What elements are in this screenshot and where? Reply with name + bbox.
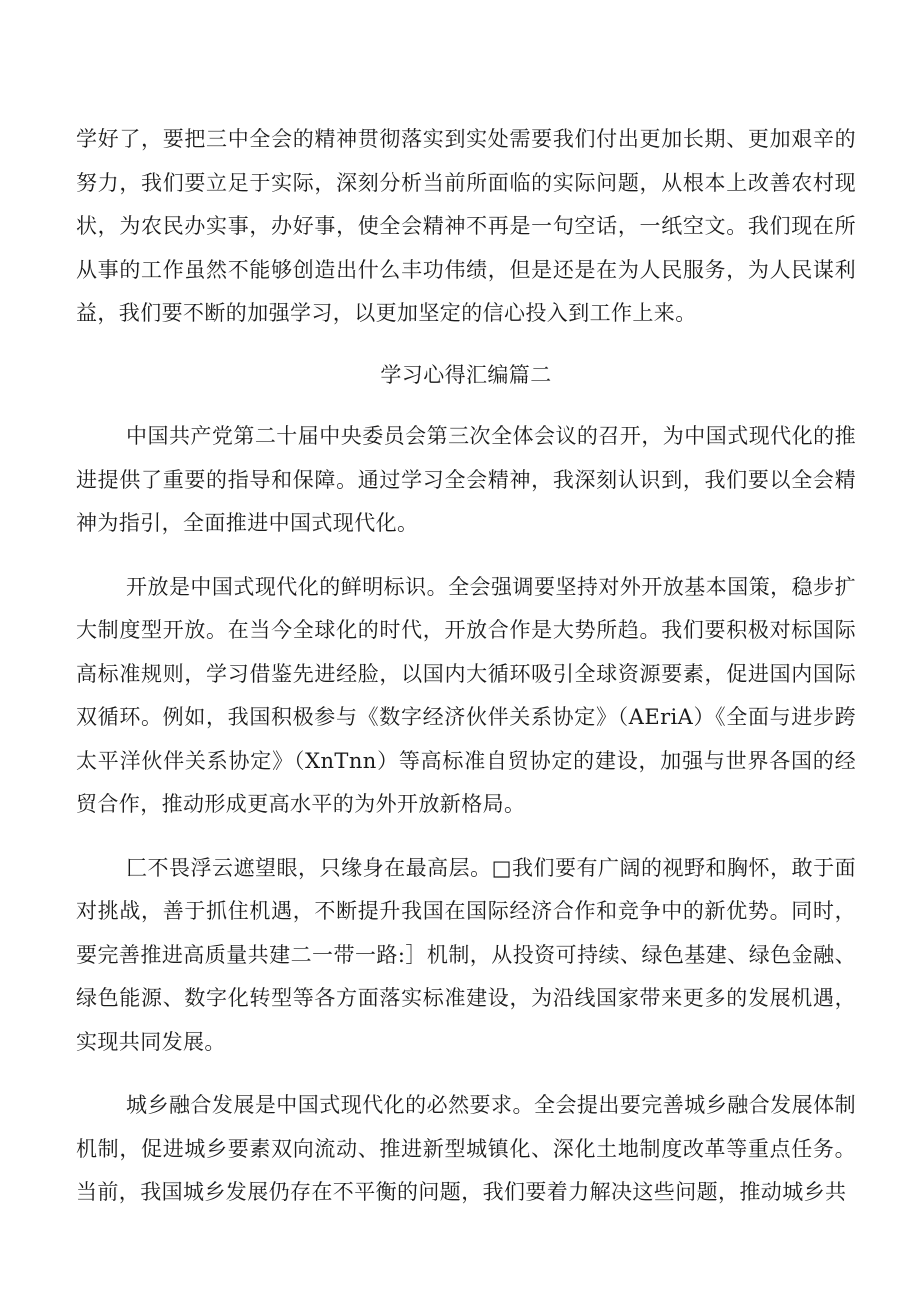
paragraph-urban-rural: 城乡融合发展是中国式现代化的必然要求。全会提出要完善城乡融合发展体制机制，促进城乡要素双向流动、推进新型城镇化、深化土地制度改革等重点任务。当前，我国城乡发展仍存在不平衡的问题，我们要着力解决这些问题，推动城乡共 xyxy=(76,1093,856,1204)
document-page xyxy=(76,118,856,1215)
paragraph-opening-up: 开放是中国式现代化的鲜明标识。全会强调要坚持对外开放基本国策，稳步扩大制度型开放。在当今全球化的时代，开放合作是大势所趋。我们要积极对标国际高标准规则，学习借鉴先进经脸，以国内大循环吸引全球资源要素，促进国内国际双循环。例如，我国积极参与《数字经济伙伴关系协定》（AEriA）《全面与进步跨太平洋伙伴关系协定》（XnTnn）等高标准自贸协定的建设，加强与世界各国的经贸合作，推动形成更高水平的为外开放新格局。 xyxy=(76,574,856,816)
paragraph-continued: 学好了，要把三中全会的精神贯彻落实到实处需要我们付出更加长期、更加艰辛的努力，我们要立足于实际，深刻分析当前所面临的实际问题，从根本上改善农村现状，为农民办实事，办好事，使全会精神不再是一句空话，一纸空文。我们现在所从事的工作虽然不能够创造出什么丰功伟绩，但是还是在为人民服务，为人民谋利益，我们要不断的加强学习，以更加坚定的信心投入到工作上来。 xyxy=(76,127,856,325)
section-title: 学习心得汇编篇二 xyxy=(380,362,552,387)
paragraph-belt-and-road: 匚不畏浮云遮望眼，只缘身在最高层。□我们要有广阔的视野和胸怀，敢于面对挑战，善于抓住机遇，不断提升我国在国际经济合作和竞争中的新优势。同时，要完善推进高质量共建二一带一路:］机制，从投资可持续、绿色基建、绿色金融、绿色能源、数字化转型等各方面落实标准建设，为沿线国家带来更多的发展机遇，实现共同发展。 xyxy=(76,855,856,1054)
paragraph-intro: 中国共产党第二十届中央委员会第三次全体会议的召开，为中国式现代化的推进提供了重要的指导和保障。通过学习全会精神，我深刻认识到，我们要以全会精神为指引，全面推进中国式现代化。 xyxy=(76,424,856,535)
